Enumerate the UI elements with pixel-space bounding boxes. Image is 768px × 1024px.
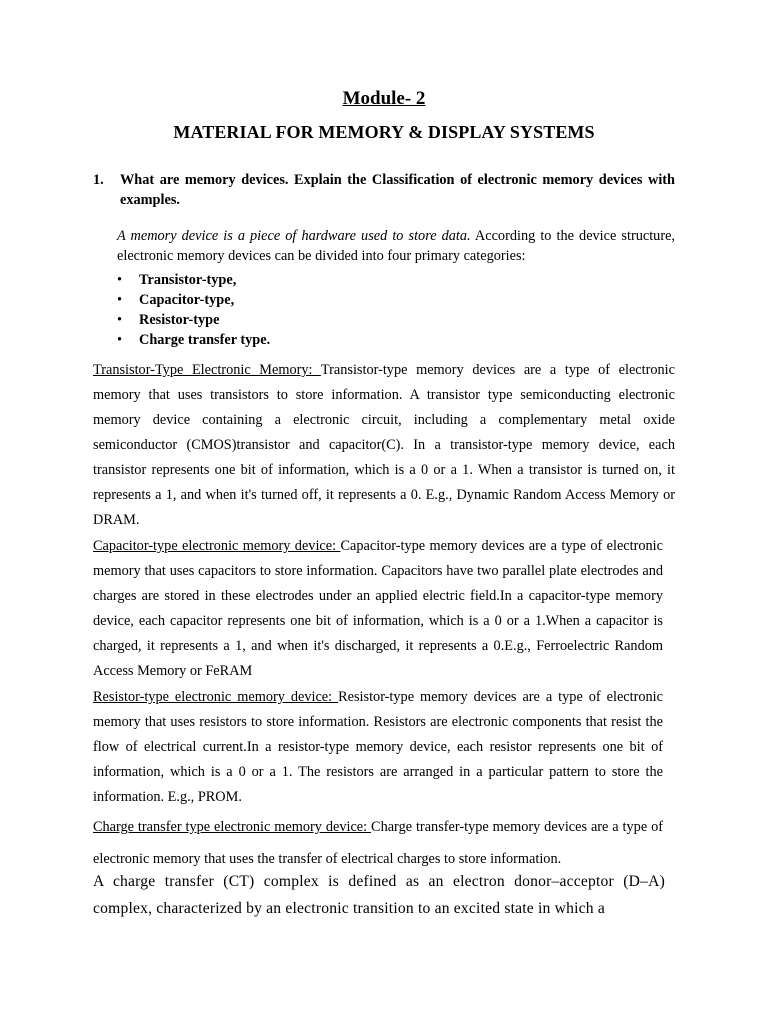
- bullet-icon: •: [117, 292, 123, 308]
- section-body: Transistor-type memory devices are a type of electronic memory that uses transistors to store information. A transistor type semiconducting electronic memory device containing a electronic circuit, including a complementary metal oxide semiconductor (CMOS)transistor and capacitor(C). In a transistor-type memory device, each transistor represents one bit of information, which is a 0 or a 1. When a transistor is turned on, it represents a 1, and when it's turned off, it represents a 0. E.g., Dynamic Random Access Memory or DRAM.: [93, 362, 675, 528]
- section-heading: Resistor-type electronic memory device:: [93, 689, 339, 705]
- section-heading: Charge transfer type electronic memory device:: [93, 819, 372, 835]
- section-body: Capacitor-type memory devices are a type of electronic memory that uses capacitors to store information. Capacitors have two parallel plate electrodes and charges are stored in these electrodes under an applied electric field.In a capacitor-type memory device, each capacitor represents one bit of information, which is a 0 or a 1.When a capacitor is charged, it represents a 1, and when it's discharged, it represents a 0.E.g., Ferroelectric Random Access Memory or FeRAM: [93, 538, 663, 679]
- resistor-section: [93, 685, 663, 810]
- list-item: [117, 310, 270, 330]
- module-title: Module- 2: [342, 88, 426, 109]
- category-label: Charge transfer type.: [139, 332, 271, 348]
- section-body: Resistor-type memory devices are a type of electronic memory that uses resistors to store information. Resistors are electronic components that resist the flow of electrical current.In a resistor-type memory device, each resistor represents one bit of information, which is a 0 or a 1. The resistors are arranged in a particular pattern to store the information. E.g., PROM.: [93, 689, 663, 805]
- question-number: 1.: [93, 172, 104, 188]
- intro-rest: According to the device structure, electronic memory devices can be divided into four primary categories:: [117, 228, 676, 264]
- page-title: MATERIAL FOR MEMORY & DISPLAY SYSTEMS: [173, 122, 595, 142]
- question-text: What are memory devices. Explain the Classification of electronic memory devices with examples.: [120, 172, 675, 208]
- section-heading: Transistor-Type Electronic Memory:: [93, 362, 321, 378]
- category-label: Transistor-type,: [139, 272, 237, 288]
- section-heading: Capacitor-type electronic memory device:: [93, 538, 341, 554]
- capacitor-section: [93, 534, 663, 684]
- bullet-icon: •: [117, 312, 123, 328]
- memory-device-definition: A memory device is a piece of hardware used to store data.: [117, 228, 471, 244]
- list-item: [117, 270, 270, 290]
- bullet-icon: •: [117, 332, 123, 348]
- category-label: Resistor-type: [139, 312, 220, 328]
- list-item: [117, 290, 270, 310]
- bullet-icon: •: [117, 272, 123, 288]
- category-list: [117, 270, 270, 350]
- transistor-section: [93, 358, 675, 533]
- section-body: Charge transfer-type memory devices are a type of electronic memory that uses the transfer of electrical charges to store information.: [93, 819, 663, 867]
- ct-complex-definition: A charge transfer (CT) complex is defined as an electron donor–acceptor (D–A) complex, characterized by an electronic transition to an excited state in which a: [93, 873, 665, 917]
- charge-transfer-section: [93, 811, 663, 875]
- question-1: [93, 170, 675, 210]
- intro-paragraph: [117, 226, 675, 266]
- category-label: Capacitor-type,: [139, 292, 235, 308]
- list-item: [117, 330, 270, 350]
